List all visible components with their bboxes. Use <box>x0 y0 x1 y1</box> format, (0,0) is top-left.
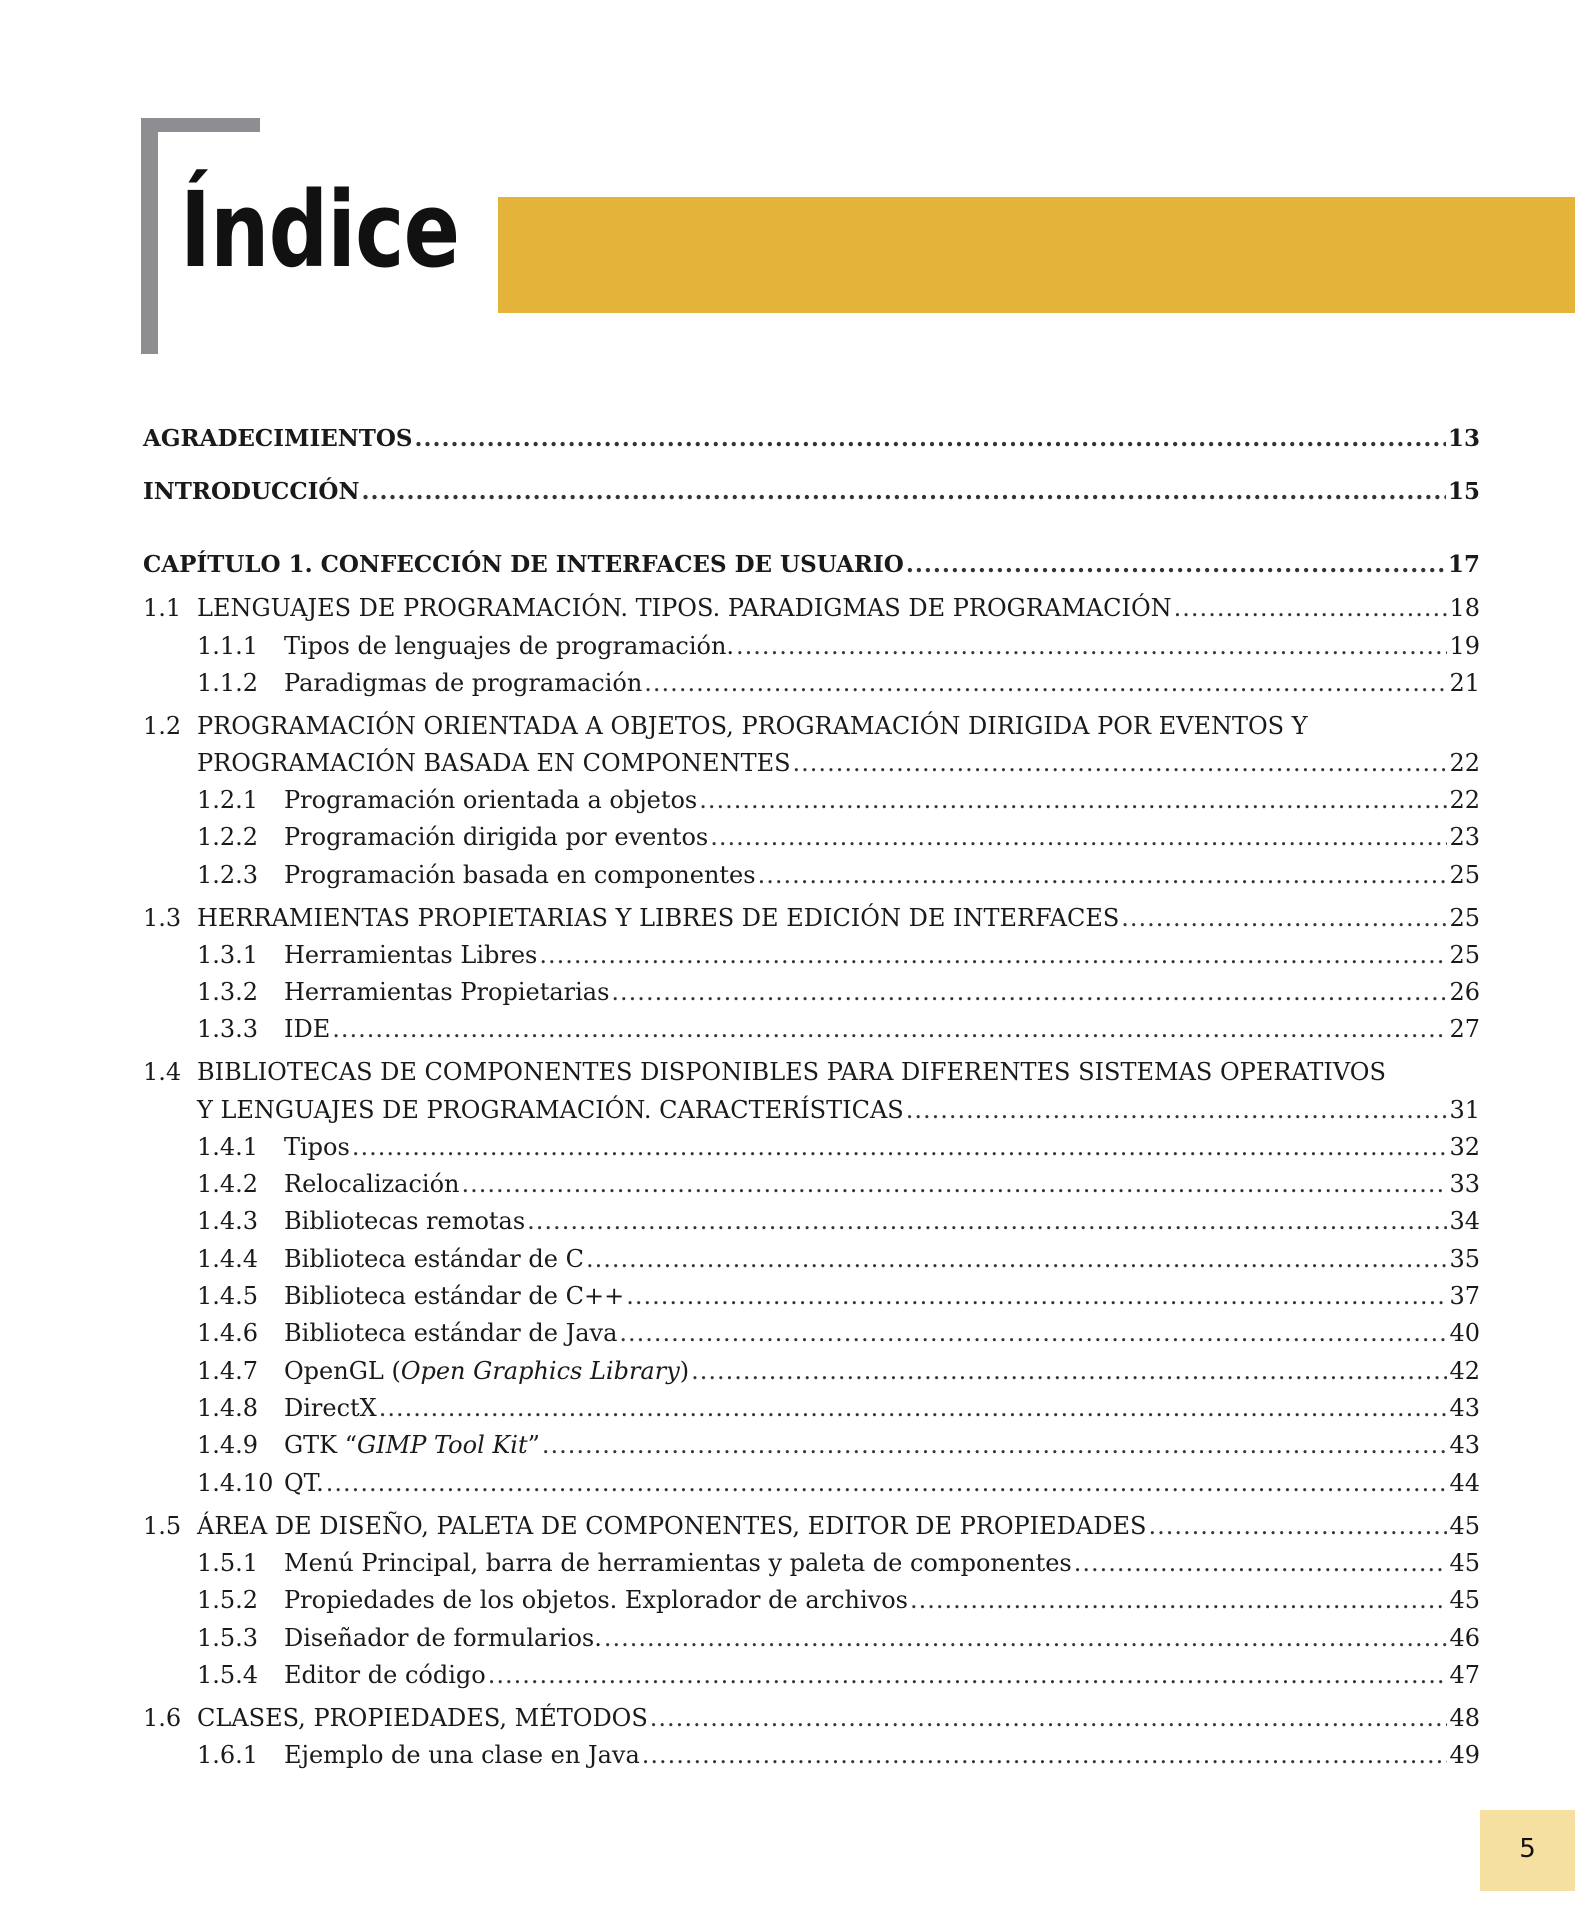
toc-entry[interactable] <box>143 1586 1480 1622</box>
toc-entry[interactable] <box>143 749 1480 785</box>
toc-entry-page: 22 <box>1449 749 1480 777</box>
toc-entry-label-italic: Open Graphics Library <box>400 1357 680 1385</box>
toc-entry-label <box>284 1469 324 1497</box>
toc-entry-label-text: Paradigmas de programación <box>284 669 643 697</box>
toc-dot-leader <box>619 1319 1447 1347</box>
toc-entry[interactable] <box>143 1170 1480 1206</box>
toc-dot-leader <box>699 786 1447 814</box>
toc-entry-label-italic: GIMP Tool Kit <box>357 1431 528 1459</box>
toc-entry-label-text: Tipos de lenguajes de programación. <box>284 632 735 660</box>
toc-dot-leader <box>1148 1512 1447 1540</box>
toc-entry-page: 43 <box>1449 1431 1480 1459</box>
toc-entry-page: 45 <box>1449 1512 1480 1540</box>
toc-entry-label-text: Biblioteca estándar de C++ <box>284 1282 625 1310</box>
toc-entry[interactable] <box>143 1058 1480 1094</box>
toc-entry-number: 1.5.1 <box>197 1549 259 1577</box>
toc-entry[interactable] <box>143 478 1480 514</box>
toc-entry[interactable] <box>143 594 1480 630</box>
toc-dot-leader <box>488 1661 1448 1689</box>
toc-entry-label <box>284 1319 617 1347</box>
toc-entry-label <box>284 1549 1072 1577</box>
toc-entry-page: 37 <box>1449 1282 1480 1310</box>
toc-entry-number: 1.1.2 <box>197 669 259 697</box>
toc-entry-label-text: Propiedades de los objetos. Explorador de archivos <box>284 1586 908 1614</box>
toc-entry-page: 33 <box>1449 1170 1480 1198</box>
toc-entry-label <box>284 1624 602 1652</box>
toc-entry-page: 32 <box>1449 1133 1480 1161</box>
toc-entry-number: 1.4 <box>143 1058 182 1086</box>
toc-entry-label <box>143 425 413 452</box>
toc-entry-page: 49 <box>1449 1741 1480 1769</box>
toc-entry-label-text: Herramientas Libres <box>284 941 538 969</box>
toc-entry-label-text: LENGUAJES DE PROGRAMACIÓN. TIPOS. PARADIGMAS DE PROGRAMACIÓN <box>197 594 1172 622</box>
toc-dot-leader <box>379 1394 1448 1422</box>
toc-dot-leader <box>710 823 1447 851</box>
toc-dot-leader <box>736 632 1447 660</box>
toc-entry[interactable] <box>143 1015 1480 1051</box>
toc-entry-label-text: Diseñador de formularios. <box>284 1624 602 1652</box>
toc-entry-label <box>284 632 734 660</box>
toc-entry-label <box>197 712 1308 740</box>
toc-dot-leader <box>642 1741 1448 1769</box>
toc-entry-page: 22 <box>1449 786 1480 814</box>
toc-entry-label <box>284 978 609 1006</box>
toc-entry-label <box>197 1704 648 1732</box>
toc-entry-label <box>284 1133 350 1161</box>
toc-entry-number: 1.3.3 <box>197 1015 259 1043</box>
toc-entry-page: 15 <box>1447 478 1480 505</box>
toc-entry-label <box>284 1741 640 1769</box>
toc-entry-label <box>284 1207 525 1235</box>
toc-entry-number: 1.5.2 <box>197 1586 259 1614</box>
toc-entry-label <box>284 1357 689 1385</box>
toc-entry[interactable] <box>143 1431 1480 1467</box>
toc-entry-number: 1.2.1 <box>197 786 259 814</box>
toc-entry-label-suffix: ” <box>527 1431 540 1459</box>
toc-dot-leader <box>415 425 1446 452</box>
title-accent-band <box>498 197 1575 313</box>
toc-entry-number: 1.5.4 <box>197 1661 259 1689</box>
toc-entry-number: 1.1 <box>143 594 182 622</box>
toc-entry-number: 1.4.4 <box>197 1245 259 1273</box>
toc-entry-page: 21 <box>1449 669 1480 697</box>
toc-entry-label <box>197 1096 904 1124</box>
toc-dot-leader <box>586 1245 1447 1273</box>
toc-entry-label-text: Programación dirigida por eventos <box>284 823 709 851</box>
toc-entry[interactable] <box>143 1741 1480 1777</box>
toc-entry-page: 48 <box>1449 1704 1480 1732</box>
toc-entry-label-text: IDE <box>284 1015 331 1043</box>
toc-entry-page: 17 <box>1447 551 1480 578</box>
toc-entry[interactable] <box>143 1704 1480 1740</box>
toc-entry[interactable] <box>143 425 1480 461</box>
toc-entry-page: 44 <box>1449 1469 1480 1497</box>
toc-entry-label <box>197 1512 1146 1540</box>
toc-dot-leader <box>332 1015 1447 1043</box>
toc-entry-number: 1.4.10 <box>197 1469 274 1497</box>
page-number-box <box>1480 1810 1575 1891</box>
toc-entry-number: 1.4.6 <box>197 1319 259 1347</box>
toc-entry-number: 1.4.3 <box>197 1207 259 1235</box>
toc-entry-label-text: Tipos <box>284 1133 350 1161</box>
toc-entry-number: 1.3 <box>143 904 182 932</box>
toc-entry-label <box>143 551 904 578</box>
toc-entry[interactable] <box>143 941 1480 977</box>
toc-entry-number: 1.6 <box>143 1704 182 1732</box>
toc-dot-leader <box>644 669 1447 697</box>
toc-entry[interactable] <box>143 1282 1480 1318</box>
toc-entry-page: 34 <box>1449 1207 1480 1235</box>
toc-dot-leader <box>326 1469 1448 1497</box>
toc-entry-label <box>284 861 756 889</box>
toc-entry[interactable] <box>143 1549 1480 1585</box>
toc-entry-label-text: Programación orientada a objetos <box>284 786 698 814</box>
toc-entry-label-text: Y LENGUAJES DE PROGRAMACIÓN. CARACTERÍSTICAS <box>197 1096 904 1124</box>
toc-entry-page: 47 <box>1449 1661 1480 1689</box>
toc-dot-leader <box>910 1586 1447 1614</box>
toc-entry[interactable] <box>143 1394 1480 1430</box>
title-bracket-horizontal <box>141 118 260 132</box>
toc-entry-label <box>284 941 537 969</box>
toc-entry-label-text: Programación basada en componentes <box>284 861 756 889</box>
toc-dot-leader <box>461 1170 1447 1198</box>
toc-entry-label-text: Relocalización <box>284 1170 460 1198</box>
toc-entry-label <box>284 1170 459 1198</box>
toc-entry-label-text: Herramientas Propietarias <box>284 978 610 1006</box>
toc-entry[interactable] <box>143 1624 1480 1660</box>
toc-entry-label-text: BIBLIOTECAS DE COMPONENTES DISPONIBLES PARA DIFERENTES SISTEMAS OPERATIVOS <box>197 1058 1386 1086</box>
toc-entry-page: 19 <box>1449 632 1480 660</box>
toc-entry-label-text: Bibliotecas remotas <box>284 1207 526 1235</box>
toc-entry[interactable] <box>143 669 1480 705</box>
toc-entry-page: 27 <box>1449 1015 1480 1043</box>
toc-entry-page: 43 <box>1449 1394 1480 1422</box>
toc-dot-leader <box>539 941 1447 969</box>
toc-dot-leader <box>1174 594 1448 622</box>
toc-dot-leader <box>906 1096 1448 1124</box>
toc-entry-page: 40 <box>1449 1319 1480 1347</box>
toc-entry-label <box>284 1394 377 1422</box>
toc-entry-page: 35 <box>1449 1245 1480 1273</box>
toc-dot-leader <box>1121 904 1447 932</box>
title-bracket-vertical <box>141 118 158 354</box>
page-title: Índice <box>180 169 460 291</box>
toc-entry[interactable] <box>143 712 1480 748</box>
toc-entry-number: 1.4.8 <box>197 1394 259 1422</box>
toc-entry-page: 13 <box>1447 425 1480 452</box>
toc-entry[interactable] <box>143 1319 1480 1355</box>
toc-entry[interactable] <box>143 551 1480 587</box>
toc-entry[interactable] <box>143 1661 1480 1697</box>
toc-entry-page: 25 <box>1449 861 1480 889</box>
toc-entry-label-text: PROGRAMACIÓN BASADA EN COMPONENTES <box>197 749 791 777</box>
toc-entry-label <box>284 1661 486 1689</box>
toc-entry-label-text: Biblioteca estándar de C <box>284 1245 584 1273</box>
toc-entry-label <box>284 1282 624 1310</box>
toc-entry-label-text: Ejemplo de una clase en Java <box>284 1741 640 1769</box>
toc-entry-label-text: CAPÍTULO 1. CONFECCIÓN DE INTERFACES DE USUARIO <box>143 551 904 578</box>
toc-entry-label-text: OpenGL ( <box>284 1357 401 1385</box>
toc-entry-label <box>284 1431 540 1459</box>
toc-entry-label-text: CLASES, PROPIEDADES, MÉTODOS <box>197 1704 648 1732</box>
toc-entry-number: 1.2 <box>143 712 182 740</box>
toc-entry-page: 26 <box>1449 978 1480 1006</box>
toc-entry-page: 23 <box>1449 823 1480 851</box>
toc-entry-label <box>284 823 708 851</box>
toc-entry[interactable] <box>143 823 1480 859</box>
toc-entry-label-text: Menú Principal, barra de herramientas y paleta de componentes <box>284 1549 1072 1577</box>
toc-entry-label-text: Biblioteca estándar de Java <box>284 1319 618 1347</box>
toc-dot-leader <box>542 1431 1448 1459</box>
toc-entry-label <box>284 786 697 814</box>
toc-dot-leader <box>758 861 1448 889</box>
toc-entry-page: 25 <box>1449 904 1480 932</box>
toc-entry-number: 1.5.3 <box>197 1624 259 1652</box>
page-number: 5 <box>1519 1834 1536 1864</box>
toc-entry-number: 1.2.3 <box>197 861 259 889</box>
toc-entry-label <box>143 478 359 505</box>
toc-entry-label <box>197 904 1119 932</box>
toc-entry-label-text: Editor de código <box>284 1661 486 1689</box>
toc-dot-leader <box>604 1624 1448 1652</box>
toc-entry[interactable] <box>143 1512 1480 1548</box>
toc-entry-number: 1.4.9 <box>197 1431 259 1459</box>
toc-dot-leader <box>527 1207 1447 1235</box>
toc-entry-label <box>197 594 1172 622</box>
toc-entry-page: 42 <box>1449 1357 1480 1385</box>
toc-dot-leader <box>626 1282 1447 1310</box>
toc-entry-label <box>284 1586 908 1614</box>
toc-entry[interactable] <box>143 861 1480 897</box>
toc-entry-page: 46 <box>1449 1624 1480 1652</box>
toc-entry-number: 1.4.5 <box>197 1282 259 1310</box>
toc-entry-number: 1.2.2 <box>197 823 259 851</box>
toc-entry-number: 1.3.1 <box>197 941 259 969</box>
toc-entry-number: 1.6.1 <box>197 1741 259 1769</box>
toc-entry-label-text: GTK “ <box>284 1431 358 1459</box>
toc-entry-label <box>284 1245 584 1273</box>
toc-entry-label-text: INTRODUCCIÓN <box>143 478 360 505</box>
toc-entry-label-text: AGRADECIMIENTOS <box>143 425 413 452</box>
toc-entry-number: 1.1.1 <box>197 632 259 660</box>
toc-dot-leader <box>650 1704 1448 1732</box>
toc-entry[interactable] <box>143 632 1480 668</box>
toc-dot-leader <box>906 551 1446 578</box>
toc-entry[interactable] <box>143 1469 1480 1505</box>
toc-dot-leader <box>1074 1549 1448 1577</box>
toc-dot-leader <box>793 749 1448 777</box>
toc-entry-label-suffix: ) <box>679 1357 690 1385</box>
toc-entry-number: 1.5 <box>143 1512 182 1540</box>
toc-entry[interactable] <box>143 904 1480 940</box>
toc-dot-leader <box>361 478 1446 505</box>
toc-entry-number: 1.4.7 <box>197 1357 259 1385</box>
toc-entry-label <box>284 669 642 697</box>
toc-dot-leader <box>611 978 1447 1006</box>
toc-entry-page: 31 <box>1449 1096 1480 1124</box>
toc-entry-number: 1.4.1 <box>197 1133 259 1161</box>
toc-entry-label <box>197 1058 1386 1086</box>
toc-entry-label-text: QT. <box>284 1469 324 1497</box>
toc-entry-page: 45 <box>1449 1549 1480 1577</box>
toc-dot-leader <box>691 1357 1447 1385</box>
toc-entry-page: 18 <box>1449 594 1480 622</box>
toc-entry-page: 25 <box>1449 941 1480 969</box>
toc-entry-label-text: DirectX <box>284 1394 377 1422</box>
toc-entry-label <box>284 1015 330 1043</box>
toc-entry[interactable] <box>143 786 1480 822</box>
toc-entry-label-text: ÁREA DE DISEÑO, PALETA DE COMPONENTES, EDITOR DE PROPIEDADES <box>197 1512 1147 1540</box>
toc-entry-label <box>197 749 791 777</box>
toc-entry-label-text: HERRAMIENTAS PROPIETARIAS Y LIBRES DE EDICIÓN DE INTERFACES <box>197 904 1120 932</box>
toc-entry-number: 1.3.2 <box>197 978 259 1006</box>
toc-entry[interactable] <box>143 978 1480 1014</box>
toc-entry-number: 1.4.2 <box>197 1170 259 1198</box>
toc-entry[interactable] <box>143 1207 1480 1243</box>
toc-dot-leader <box>352 1133 1448 1161</box>
toc-entry[interactable] <box>143 1357 1480 1393</box>
toc-entry[interactable] <box>143 1245 1480 1281</box>
toc-entry-label-text: PROGRAMACIÓN ORIENTADA A OBJETOS, PROGRAMACIÓN DIRIGIDA POR EVENTOS Y <box>197 712 1308 740</box>
toc-entry[interactable] <box>143 1133 1480 1169</box>
toc-entry[interactable] <box>143 1096 1480 1132</box>
toc-entry-page: 45 <box>1449 1586 1480 1614</box>
